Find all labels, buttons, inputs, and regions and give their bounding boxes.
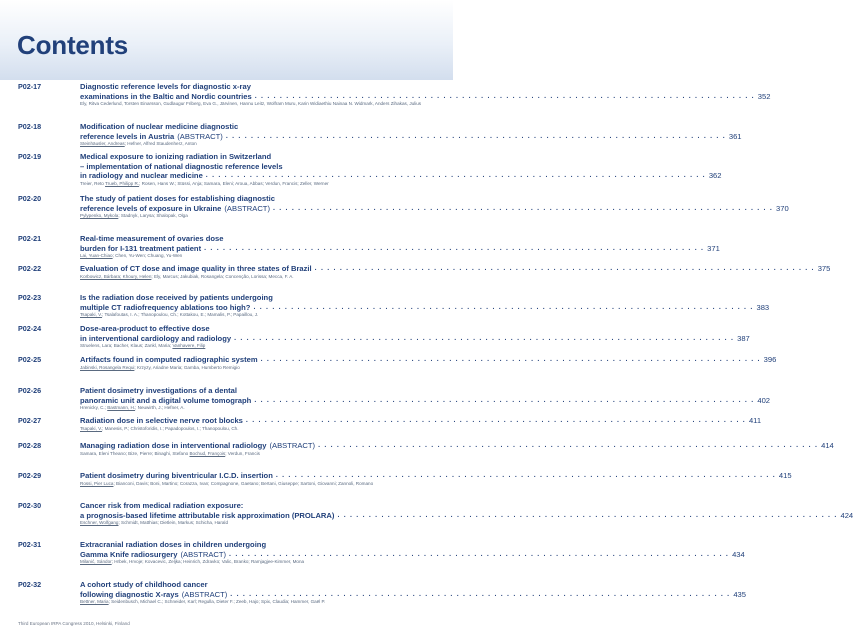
entry-title: Cancer risk from medical radiation exposure:	[80, 501, 244, 510]
entry-code: P02-25	[18, 355, 42, 364]
page-number: 411	[748, 416, 762, 425]
entry-authors	[80, 520, 437, 526]
entry-title: Diagnostic reference levels for diagnostic x-ray	[80, 82, 251, 91]
entry-body	[80, 386, 771, 411]
author-list: Samara, Eleni Theano; Bize, Pierre; Binaghi, Stefano	[80, 450, 190, 456]
entry-authors	[80, 365, 437, 371]
entry-title-line	[80, 540, 437, 550]
entry-title: Managing radiation dose in interventional radiology	[80, 441, 267, 450]
page-number: 361	[728, 131, 742, 141]
author-list: ; Verdun, Francis	[225, 450, 260, 456]
entry-title: following diagnostic X-rays	[80, 589, 179, 599]
author-list: Ely, Ritva Cederlund, Torsten Einarsson, Gudlaugur Friberg, Eva G., Järvinen, Hannu Leitz, Wolfram Muru, Karin Widiaethiu Nainaa N. Widmark, Anders Zihakas, Julius	[80, 101, 422, 107]
dot-leader: . . . . . . . . . . . . . . . . . . . . . . . . . . . . . . . . . . . . . . . . . . . . . . . . . . . . . . . . . . . . . . . . . . . . . . . . . . . . . . . .	[234, 334, 735, 342]
entry-authors	[80, 405, 437, 411]
entry-code: P02-32	[18, 580, 42, 589]
entry-title-line	[80, 234, 437, 244]
entry-body	[80, 441, 834, 457]
entry-title: in interventional cardiology and radiology	[80, 333, 232, 343]
entry-title: in radiology and nuclear medicine	[80, 171, 203, 181]
entry-code: P02-20	[18, 194, 42, 203]
entry-title-line	[80, 580, 437, 590]
author-list: ; Ely, Marcus; Jakubiak, Rosangela; Concenção, Lorissa; Mecca, F. A.	[151, 273, 294, 279]
entry-authors	[80, 599, 437, 605]
entry-title: Patient dosimetry investigations of a dental	[80, 386, 237, 395]
entry-body	[80, 152, 722, 187]
entry-title-line	[80, 589, 746, 600]
presenting-author: Rossi, Pier Luca	[80, 480, 114, 486]
entry-title-line	[80, 333, 750, 344]
dot-leader: . . . . . . . . . . . . . . . . . . . . . . . . . . . . . . . . . . . . . . . . . . . . . . . . . . . . . . . . . . . . . . . . . . . . . . . . . . . . . . . .	[272, 204, 773, 212]
entry-title-line	[80, 243, 720, 254]
entry-authors	[80, 481, 437, 487]
author-list: ; Hefner, Alfred Staudenherz, Anton	[124, 141, 197, 147]
entry-title: burden for I-131 treatment patient	[80, 243, 202, 253]
entry-body	[80, 234, 720, 259]
page-number: 362	[708, 171, 722, 181]
entry-code: P02-29	[18, 471, 42, 480]
dot-leader: . . . . . . . . . . . . . . . . . . . . . . . . . . . . . . . . . . . . . . . . . . . . . . . . . . . . . . . . . . . . . . . . . . . . . . . . . . . . . . . .	[337, 511, 838, 519]
entry-code: P02-18	[18, 122, 42, 131]
presenting-author: Bastmann, H.	[107, 405, 136, 411]
author-list: Struelens, Lara; Bacher, Klaus; Zankl, Maria;	[80, 343, 173, 349]
page-number: 383	[756, 302, 770, 312]
author-list: ; Chen, Yu-Wen; Chuang, Yu-Wen	[112, 253, 183, 259]
page-number: 414	[821, 441, 834, 450]
presenting-author: Korbowicz, Bárbara; Khoury, Helen	[80, 273, 152, 279]
presenting-author: Tsapaki, V.	[80, 312, 103, 318]
page-number: 370	[776, 203, 789, 213]
entry-authors	[80, 253, 437, 259]
entry-title: Is the radiation dose received by patients undergoing	[80, 293, 273, 302]
entry-authors	[80, 451, 437, 457]
page-number: 435	[733, 589, 746, 599]
dot-leader: . . . . . . . . . . . . . . . . . . . . . . . . . . . . . . . . . . . . . . . . . . . . . . . . . . . . . . . . . . . . . . . . . . . . . . . . . . . . . . . .	[229, 550, 730, 558]
page-number: 371	[707, 243, 720, 253]
entry-title-line	[80, 386, 437, 396]
presenting-author: Trueb, Philipp R.	[105, 180, 140, 186]
dot-leader: . . . . . . . . . . . . . . . . . . . . . . . . . . . . . . . . . . . . . . . . . . . . . . . . . . . . . . . . . . . . . . . . . . . . . . . . . . . . . . . .	[254, 92, 755, 100]
abstract-tag: (ABSTRACT)	[177, 131, 223, 141]
author-list: ; Seidenbusch, Michael C.; Schneider, Karl; Regulla, Dieter F.; Zeeb, Hajo; Spix, Claudia; Hammer, Gaël P.	[108, 599, 326, 605]
entry-authors	[80, 274, 437, 280]
entry-title: Artifacts found in computed radiographic system	[80, 355, 258, 364]
dot-leader: . . . . . . . . . . . . . . . . . . . . . . . . . . . . . . . . . . . . . . . . . . . . . . . . . . . . . . . . . . . . . . . . . . . . . . . . . . . . . . . .	[260, 356, 761, 363]
entry-code: P02-26	[18, 386, 42, 395]
entry-code: P02-17	[18, 82, 42, 91]
page-number: 396	[763, 355, 777, 364]
abstract-tag: (ABSTRACT)	[180, 549, 227, 559]
entry-title-line	[80, 293, 437, 303]
entry-code: P02-22	[18, 264, 42, 273]
dot-leader: . . . . . . . . . . . . . . . . . . . . . . . . . . . . . . . . . . . . . . . . . . . . . . . . . . . . . . . . . . . . . . . . . . . . . . . . . . . . . . . .	[245, 417, 746, 424]
entry-title-line	[80, 122, 437, 132]
presenting-author: Bochud, François	[189, 450, 226, 456]
entry-body	[80, 355, 777, 371]
entry-title-line	[80, 395, 771, 406]
entry-title-line	[80, 91, 771, 102]
presenting-author: Bettner, Maria	[80, 599, 109, 605]
entry-title-line	[80, 152, 437, 162]
entry-title-line	[80, 510, 853, 521]
entry-title-line	[80, 416, 762, 426]
entry-authors	[80, 181, 437, 187]
entry-body	[80, 264, 831, 280]
page-title: Contents	[17, 30, 129, 60]
entry-authors	[80, 312, 437, 318]
dot-leader: . . . . . . . . . . . . . . . . . . . . . . . . . . . . . . . . . . . . . . . . . . . . . . . . . . . . . . . . . . . . . . . . . . . . . . . . . . . . . . . .	[205, 172, 706, 180]
entry-code: P02-24	[18, 324, 42, 333]
dot-leader: . . . . . . . . . . . . . . . . . . . . . . . . . . . . . . . . . . . . . . . . . . . . . . . . . . . . . . . . . . . . . . . . . . . . . . . . . . . . . . . .	[225, 132, 726, 140]
dot-leader: . . . . . . . . . . . . . . . . . . . . . . . . . . . . . . . . . . . . . . . . . . . . . . . . . . . . . . . . . . . . . . . . . . . . . . . . . . . . . . . .	[318, 442, 819, 449]
entry-body	[80, 501, 853, 526]
entry-body	[80, 540, 745, 565]
entry-body	[80, 122, 742, 147]
presenting-author: Steinhäusler, Andreas	[80, 141, 125, 147]
author-list: ; Bianconi, Davis; Boni, Martino; Corazza, Ivan; Compagnone, Gaetano; Bertani, Giuseppe; Sartoni, Giovanni; Zannoli, Romano	[113, 480, 374, 486]
entry-authors	[80, 426, 437, 432]
page-footer: Third European IRPA Congress 2010, Helsinki, Finland	[18, 621, 130, 626]
page-number: 352	[757, 91, 771, 101]
entry-title-line	[80, 194, 437, 204]
entry-title-line	[80, 501, 437, 511]
entry-title: Dose-area-product to effective dose	[80, 324, 210, 333]
entry-title-line	[80, 549, 745, 560]
entry-title: Medical exposure to ionizing radiation in Switzerland	[80, 152, 272, 161]
entry-code: P02-30	[18, 501, 42, 510]
entry-title: a prognosis-based lifetime attributable risk approximation (PROLARA)	[80, 510, 335, 520]
page-number: 387	[737, 333, 750, 343]
entry-code: P02-19	[18, 152, 42, 161]
page-number: 375	[817, 264, 831, 273]
entry-body	[80, 194, 789, 219]
abstract-tag: (ABSTRACT)	[269, 441, 316, 450]
page-number: 415	[778, 471, 792, 480]
entry-code: P02-23	[18, 293, 42, 302]
entry-authors	[80, 101, 437, 107]
author-list: ; Tsalafoutas, I. A.; Thanopoulou, Ch.; Kottakou, E.; Mamalis, P.; Papaillou, J.	[102, 312, 259, 318]
entry-title: reference levels of exposure in Ukraine	[80, 203, 222, 213]
entry-code: P02-28	[18, 441, 42, 450]
dot-leader: . . . . . . . . . . . . . . . . . . . . . . . . . . . . . . . . . . . . . . . . . . . . . . . . . . . . . . . . . . . . . . . . . . . . . . . . . . . . . . . .	[230, 590, 731, 598]
entry-title: A cohort study of childhood cancer	[80, 580, 208, 589]
dot-leader: . . . . . . . . . . . . . . . . . . . . . . . . . . . . . . . . . . . . . . . . . . . . . . . . . . . . . . . . . . . . . . . . . . . . . . . . . . . . . . . .	[253, 303, 754, 311]
page-number: 402	[757, 395, 771, 405]
author-list: Treier, Reto	[80, 180, 106, 186]
presenting-author: Eschner, Wolfgang	[80, 520, 119, 526]
entry-code: P02-31	[18, 540, 42, 549]
entry-code: P02-21	[18, 234, 42, 243]
entry-title: examinations in the Baltic and Nordic countries	[80, 91, 252, 101]
page-number: 434	[732, 549, 745, 559]
entry-body	[80, 82, 771, 107]
presenting-author: Lai, Yuan-Chiao	[80, 253, 113, 259]
entry-title-line	[80, 264, 831, 274]
author-list: ; Stadnyk, Larysa; Shalopak, Olga	[118, 213, 188, 219]
author-list: ; Krzyzy, Ariadne Maria; Gamba, Humberto Remigio	[134, 364, 240, 370]
entry-title-line	[80, 82, 437, 92]
entry-title: Gamma Knife radiosurgery	[80, 549, 178, 559]
entry-title: Modification of nuclear medicine diagnostic	[80, 122, 239, 131]
entry-title-line	[80, 203, 789, 214]
entry-title: Extracranial radiation doses in children undergoing	[80, 540, 267, 549]
entry-title: Evaluation of CT dose and image quality in three states of Brazil	[80, 264, 312, 273]
page-number: 424	[840, 510, 853, 520]
entry-authors	[80, 343, 437, 349]
author-list: ; Manesis, P.; Christoforidis, I.; Papadopoulos, I.; Thanopoulou, Ch.	[102, 425, 239, 431]
author-list: ; Rosen, Hans W.; Stüssi, Anja; Samara, Eleni; Aroua, Abbas; Verdun, Francis; Zeller, Werner	[139, 180, 329, 186]
dot-leader: . . . . . . . . . . . . . . . . . . . . . . . . . . . . . . . . . . . . . . . . . . . . . . . . . . . . . . . . . . . . . . . . . . . . . . . . . . . . . . . .	[204, 244, 705, 252]
presenting-author: Milanić, Sándor	[80, 559, 112, 565]
abstract-tag: (ABSTRACT)	[181, 589, 228, 599]
entry-code: P02-27	[18, 416, 42, 425]
entry-title-line	[80, 162, 437, 172]
entry-title-line	[80, 471, 792, 481]
author-list: ; Hrbek, Hrvoje; Kovacevic, Zeljka; Heinrich, Zdravko; Valic, Branko; Ramjagjee-Kimmer, Mona	[111, 559, 305, 565]
presenting-author: Pylypenko, Mykola	[80, 213, 119, 219]
abstract-tag: (ABSTRACT)	[224, 203, 270, 213]
entry-title: panoramic unit and a digital volume tomograph	[80, 395, 252, 405]
entry-title-line	[80, 324, 437, 334]
author-list: Hrenicky, C.;	[80, 405, 108, 411]
entry-title-line	[80, 355, 777, 365]
entry-body	[80, 416, 762, 432]
entry-body	[80, 471, 792, 487]
entry-body	[80, 324, 750, 349]
entry-title: The study of patient doses for establishing diagnostic	[80, 194, 275, 203]
dot-leader: . . . . . . . . . . . . . . . . . . . . . . . . . . . . . . . . . . . . . . . . . . . . . . . . . . . . . . . . . . . . . . . . . . . . . . . . . . . . . . . .	[275, 472, 776, 479]
entry-title: Patient dosimetry during biventricular I.C.D. insertion	[80, 471, 273, 480]
entry-body	[80, 580, 746, 605]
dot-leader: . . . . . . . . . . . . . . . . . . . . . . . . . . . . . . . . . . . . . . . . . . . . . . . . . . . . . . . . . . . . . . . . . . . . . . . . . . . . . . . .	[254, 396, 755, 404]
entry-title: Radiation dose in selective nerve root blocks	[80, 416, 243, 425]
presenting-author: Jabinski, Rosangela Requi	[80, 364, 135, 370]
author-list: ; Schmidt, Matthias; Dietlein, Markus; Schicha, Harald	[118, 520, 229, 526]
entry-title: Real-time measurement of ovaries dose	[80, 234, 224, 243]
dot-leader: . . . . . . . . . . . . . . . . . . . . . . . . . . . . . . . . . . . . . . . . . . . . . . . . . . . . . . . . . . . . . . . . . . . . . . . . . . . . . . . .	[314, 265, 815, 272]
entry-title: reference levels in Austria	[80, 131, 175, 141]
entry-title-line	[80, 302, 770, 313]
entry-authors	[80, 141, 437, 147]
entry-title-line	[80, 441, 834, 451]
entry-title-line	[80, 171, 722, 181]
author-list: ; Neuwirth, J.; Hefner, A.	[135, 405, 185, 411]
entry-title: multiple CT radiofrequency ablations too high?	[80, 302, 251, 312]
presenting-author: Vanhavere, Filip	[172, 343, 206, 349]
presenting-author: Tsapaki, V.	[80, 425, 103, 431]
entry-authors	[80, 213, 437, 219]
entry-authors	[80, 559, 437, 565]
entry-title-line	[80, 131, 742, 142]
entry-title: – implementation of national diagnostic reference levels	[80, 161, 283, 171]
entry-body	[80, 293, 770, 318]
